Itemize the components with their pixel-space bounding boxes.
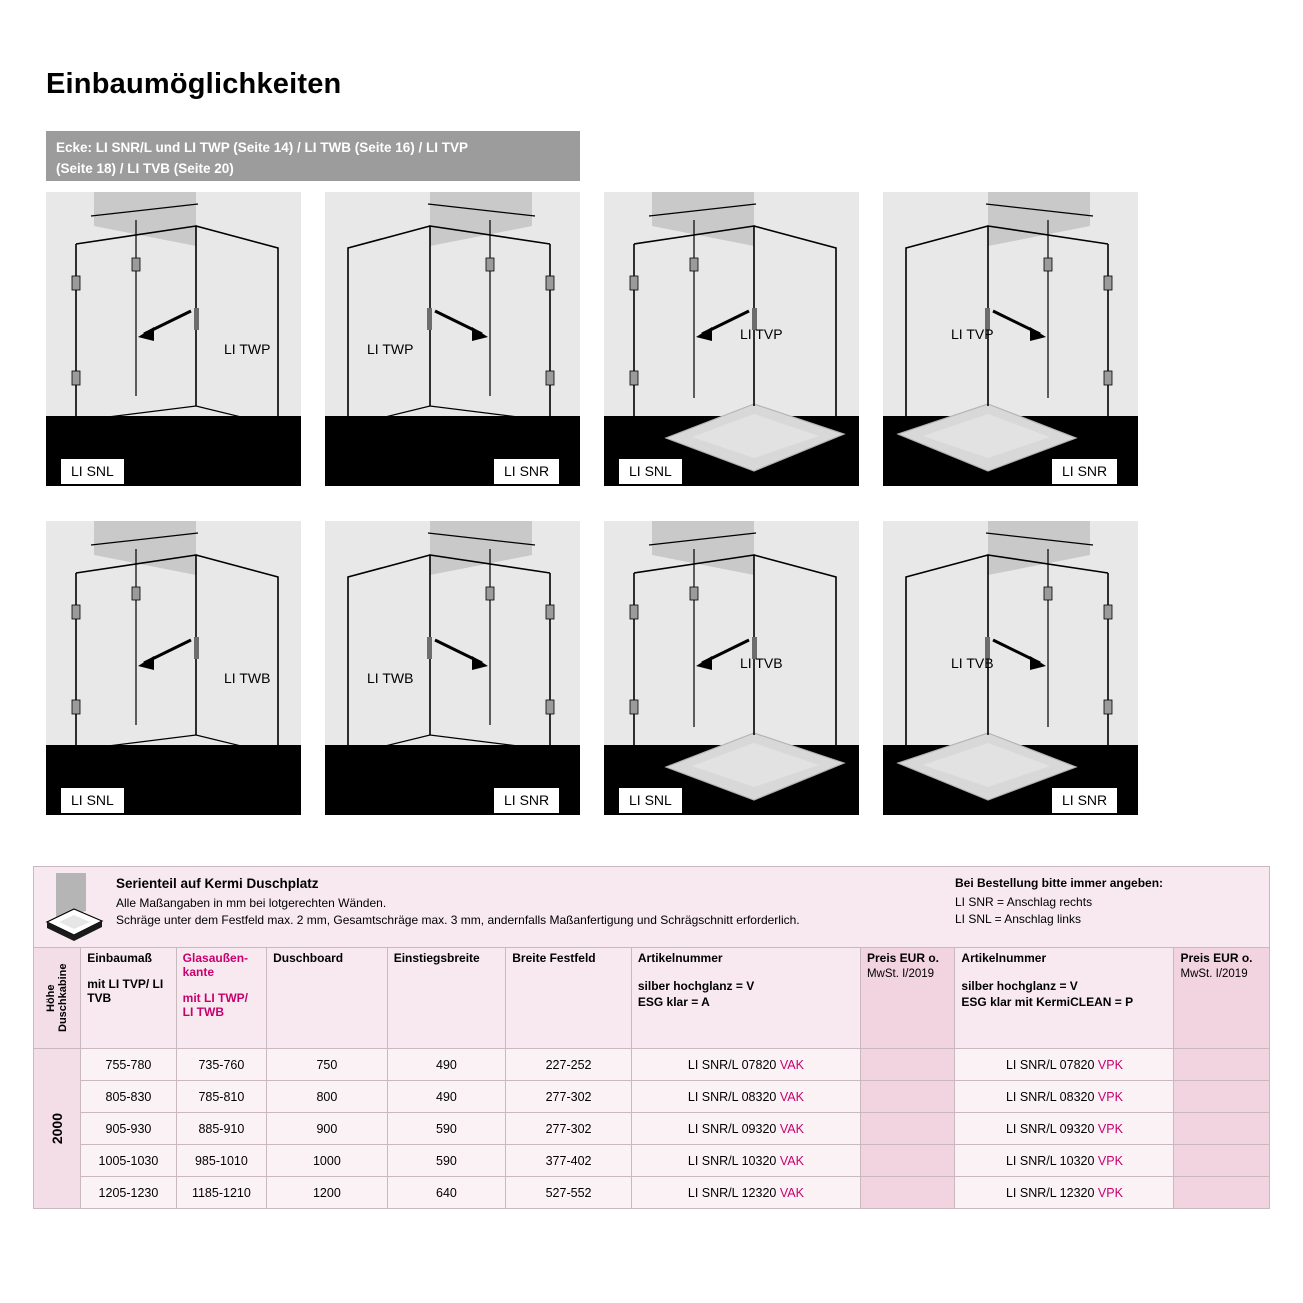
cell-glas: 735-760: [176, 1049, 266, 1081]
duschplatz-icon: [42, 871, 106, 945]
cell-artikelnummer-2: LI SNR/L 08320 VPK: [955, 1081, 1174, 1113]
table-row: [34, 1081, 1270, 1113]
shower-enclosure-illustration: [46, 186, 301, 486]
cell-breite-festfeld: 277-302: [506, 1081, 632, 1113]
table-row: [34, 1145, 1270, 1177]
diagram-7: [604, 515, 859, 815]
cell-artikelnummer-1: LI SNR/L 12320 VAK: [631, 1177, 860, 1209]
shower-enclosure-illustration: [883, 515, 1138, 815]
info-right-line-1: LI SNR = Anschlag rechts: [955, 895, 1093, 909]
diagram-3-corner-label: LI SNL: [618, 458, 683, 485]
diagram-6-inner-label: LI TWB: [367, 670, 414, 686]
info-title: Serienteil auf Kermi Duschplatz: [116, 876, 319, 891]
shower-enclosure-illustration: [604, 186, 859, 486]
diagram-1: [46, 186, 301, 486]
header-preis-2: Preis EUR o. MwSt. I/2019: [1174, 948, 1270, 1049]
diagram-2: [325, 186, 580, 486]
cell-preis-2: [1174, 1081, 1270, 1113]
cell-preis-2: [1174, 1145, 1270, 1177]
table-header-row: [34, 948, 1270, 1049]
cell-height-value: 2000: [34, 1049, 81, 1209]
diagram-1-inner-label: LI TWP: [224, 341, 271, 357]
cell-einstiegsbreite: 590: [387, 1145, 506, 1177]
cell-einstiegsbreite: 490: [387, 1049, 506, 1081]
cell-duschboard: 1000: [267, 1145, 388, 1177]
cell-breite-festfeld: 527-552: [506, 1177, 632, 1209]
cell-artikelnummer-1: LI SNR/L 07820 VAK: [631, 1049, 860, 1081]
info-line-2: Schräge unter dem Festfeld max. 2 mm, Gesamtschräge max. 3 mm, andernfalls Maßanfertigung und Schrägschnitt erforderlich.: [116, 913, 800, 927]
diagram-8-inner-label: LI TVB: [951, 655, 994, 671]
cell-duschboard: 900: [267, 1113, 388, 1145]
cell-einstiegsbreite: 490: [387, 1081, 506, 1113]
diagram-8-corner-label: LI SNR: [1051, 787, 1118, 814]
diagram-2-inner-label: LI TWP: [367, 341, 414, 357]
cell-artikelnummer-1: LI SNR/L 09320 VAK: [631, 1113, 860, 1145]
table-row: [34, 1113, 1270, 1145]
section-header-band: [46, 131, 580, 181]
cell-preis-2: [1174, 1113, 1270, 1145]
cell-glas: 985-1010: [176, 1145, 266, 1177]
cell-duschboard: 750: [267, 1049, 388, 1081]
cell-artikelnummer-2: LI SNR/L 09320 VPK: [955, 1113, 1174, 1145]
cell-glas: 785-810: [176, 1081, 266, 1113]
diagram-4-inner-label: LI TVP: [951, 326, 994, 342]
header-duschboard: Duschboard: [267, 948, 388, 1049]
cell-einbaumass: 1205-1230: [81, 1177, 176, 1209]
header-einbaumass: Einbaumaß mit LI TVP/ LI TVB: [81, 948, 176, 1049]
diagram-8: [883, 515, 1138, 815]
cell-duschboard: 1200: [267, 1177, 388, 1209]
cell-einstiegsbreite: 590: [387, 1113, 506, 1145]
table-row: [34, 1177, 1270, 1209]
diagram-4-corner-label: LI SNR: [1051, 458, 1118, 485]
cell-glas: 885-910: [176, 1113, 266, 1145]
info-right-title: Bei Bestellung bitte immer angeben:: [955, 876, 1164, 890]
shower-enclosure-illustration: [325, 186, 580, 486]
diagram-6-corner-label: LI SNR: [493, 787, 560, 814]
header-artikelnummer-1: Artikelnummer silber hochglanz = V ESG klar = A: [631, 948, 860, 1049]
cell-preis-2: [1174, 1177, 1270, 1209]
cell-preis-2: [1174, 1049, 1270, 1081]
shower-enclosure-illustration: [604, 515, 859, 815]
diagram-3-inner-label: LI TVP: [740, 326, 783, 342]
cell-artikelnummer-1: LI SNR/L 08320 VAK: [631, 1081, 860, 1113]
diagram-4: [883, 186, 1138, 486]
diagram-5: [46, 515, 301, 815]
diagram-1-corner-label: LI SNL: [60, 458, 125, 485]
cell-einbaumass: 1005-1030: [81, 1145, 176, 1177]
shower-enclosure-illustration: [883, 186, 1138, 486]
cell-preis-1: [860, 1081, 954, 1113]
info-line-1: Alle Maßangaben in mm bei lotgerechten Wänden.: [116, 896, 387, 910]
table-row: [34, 1049, 1270, 1081]
cell-duschboard: 800: [267, 1081, 388, 1113]
diagram-7-corner-label: LI SNL: [618, 787, 683, 814]
header-glasaussenkante: Glasaußen-kante mit LI TWP/ LI TWB: [176, 948, 266, 1049]
page-title: Einbaumöglichkeiten: [46, 68, 342, 100]
header-height: Höhe Duschkabine: [34, 948, 81, 1049]
cell-preis-1: [860, 1177, 954, 1209]
header-einstiegsbreite: Einstiegsbreite: [387, 948, 506, 1049]
cell-breite-festfeld: 277-302: [506, 1113, 632, 1145]
cell-glas: 1185-1210: [176, 1177, 266, 1209]
info-right-line-2: LI SNL = Anschlag links: [955, 912, 1081, 926]
shower-enclosure-illustration: [325, 515, 580, 815]
diagram-6: [325, 515, 580, 815]
header-preis-1: Preis EUR o. MwSt. I/2019: [860, 948, 954, 1049]
diagram-2-corner-label: LI SNR: [493, 458, 560, 485]
diagram-5-corner-label: LI SNL: [60, 787, 125, 814]
specification-table: [33, 947, 1270, 1209]
shower-enclosure-illustration: [46, 515, 301, 815]
cell-preis-1: [860, 1113, 954, 1145]
header-artikelnummer-2: Artikelnummer silber hochglanz = V ESG klar mit KermiCLEAN = P: [955, 948, 1174, 1049]
cell-breite-festfeld: 377-402: [506, 1145, 632, 1177]
cell-einbaumass: 805-830: [81, 1081, 176, 1113]
band-line-2: (Seite 18) / LI TVB (Seite 20): [56, 161, 234, 176]
diagram-7-inner-label: LI TVB: [740, 655, 783, 671]
cell-einbaumass: 905-930: [81, 1113, 176, 1145]
cell-einbaumass: 755-780: [81, 1049, 176, 1081]
cell-artikelnummer-2: LI SNR/L 07820 VPK: [955, 1049, 1174, 1081]
header-breite-festfeld: Breite Festfeld: [506, 948, 632, 1049]
cell-preis-1: [860, 1145, 954, 1177]
cell-artikelnummer-2: LI SNR/L 12320 VPK: [955, 1177, 1174, 1209]
cell-einstiegsbreite: 640: [387, 1177, 506, 1209]
info-box: [33, 866, 1270, 948]
cell-breite-festfeld: 227-252: [506, 1049, 632, 1081]
diagram-5-inner-label: LI TWB: [224, 670, 271, 686]
band-line-1: Ecke: LI SNR/L und LI TWP (Seite 14) / LI TWB (Seite 16) / LI TVP: [56, 140, 469, 155]
cell-artikelnummer-2: LI SNR/L 10320 VPK: [955, 1145, 1174, 1177]
diagram-3: [604, 186, 859, 486]
cell-preis-1: [860, 1049, 954, 1081]
cell-artikelnummer-1: LI SNR/L 10320 VAK: [631, 1145, 860, 1177]
